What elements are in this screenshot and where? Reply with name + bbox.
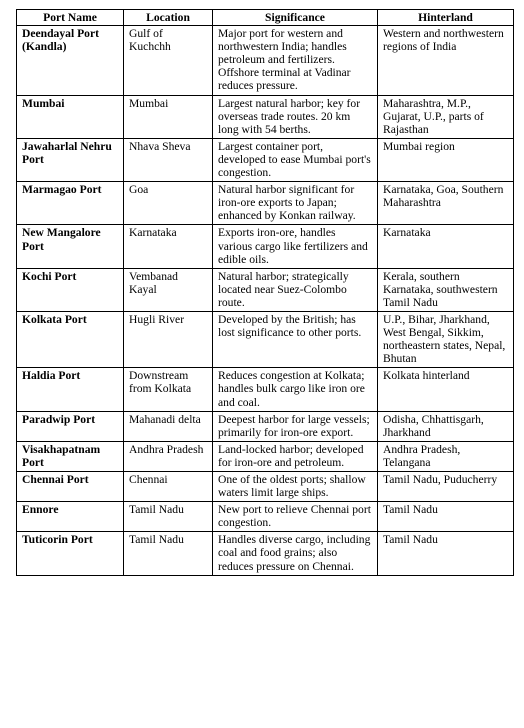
- table-row: [17, 532, 514, 575]
- cell-location: Hugli River: [124, 311, 213, 367]
- cell-hinterland: Odisha, Chhattisgarh, Jharkhand: [378, 411, 514, 441]
- cell-hinterland: Karnataka, Goa, Southern Maharashtra: [378, 182, 514, 225]
- cell-location: Tamil Nadu: [124, 532, 213, 575]
- cell-port-name: Chennai Port: [17, 472, 124, 502]
- table-row: [17, 411, 514, 441]
- cell-port-name: Haldia Port: [17, 368, 124, 411]
- cell-port-name: Kolkata Port: [17, 311, 124, 367]
- cell-hinterland: Tamil Nadu: [378, 532, 514, 575]
- cell-port-name: Paradwip Port: [17, 411, 124, 441]
- table-row: [17, 95, 514, 138]
- cell-significance: Major port for western and northwestern India; handles petroleum and fertilizers. Offshore terminal at Vadinar reduces pressure.: [213, 26, 378, 95]
- cell-hinterland: U.P., Bihar, Jharkhand, West Bengal, Sikkim, northeastern states, Nepal, Bhutan: [378, 311, 514, 367]
- header-location: Location: [124, 10, 213, 26]
- cell-significance: Deepest harbor for large vessels; primarily for iron-ore export.: [213, 411, 378, 441]
- cell-location: Karnataka: [124, 225, 213, 268]
- cell-significance: Natural harbor significant for iron-ore exports to Japan; enhanced by Konkan railway.: [213, 182, 378, 225]
- cell-port-name: Jawaharlal Nehru Port: [17, 138, 124, 181]
- table-row: [17, 311, 514, 367]
- table-body: [17, 26, 514, 576]
- cell-port-name: Kochi Port: [17, 268, 124, 311]
- table-row: [17, 441, 514, 471]
- table-row: [17, 182, 514, 225]
- cell-significance: Exports iron-ore, handles various cargo like fertilizers and edible oils.: [213, 225, 378, 268]
- ports-table: [16, 9, 514, 576]
- cell-hinterland: Western and northwestern regions of India: [378, 26, 514, 95]
- header-significance: Significance: [213, 10, 378, 26]
- table-row: [17, 472, 514, 502]
- header-port-name: Port Name: [17, 10, 124, 26]
- cell-port-name: Deendayal Port (Kandla): [17, 26, 124, 95]
- cell-significance: New port to relieve Chennai port congestion.: [213, 502, 378, 532]
- cell-location: Vembanad Kayal: [124, 268, 213, 311]
- cell-location: Chennai: [124, 472, 213, 502]
- table-row: [17, 26, 514, 95]
- header-row: [17, 10, 514, 26]
- cell-significance: Largest container port, developed to ease Mumbai port's congestion.: [213, 138, 378, 181]
- header-hinterland: Hinterland: [378, 10, 514, 26]
- cell-significance: One of the oldest ports; shallow waters limit large ships.: [213, 472, 378, 502]
- cell-location: Mahanadi delta: [124, 411, 213, 441]
- cell-significance: Reduces congestion at Kolkata; handles bulk cargo like iron ore and coal.: [213, 368, 378, 411]
- cell-location: Andhra Pradesh: [124, 441, 213, 471]
- cell-significance: Largest natural harbor; key for overseas trade routes. 20 km long with 54 berths.: [213, 95, 378, 138]
- cell-hinterland: Kerala, southern Karnataka, southwestern Tamil Nadu: [378, 268, 514, 311]
- table-header: [17, 10, 514, 26]
- cell-location: Downstream from Kolkata: [124, 368, 213, 411]
- cell-hinterland: Kolkata hinterland: [378, 368, 514, 411]
- cell-significance: Natural harbor; strategically located near Suez-Colombo route.: [213, 268, 378, 311]
- cell-port-name: Ennore: [17, 502, 124, 532]
- table-row: [17, 225, 514, 268]
- cell-hinterland: Tamil Nadu: [378, 502, 514, 532]
- table-row: [17, 138, 514, 181]
- cell-hinterland: Tamil Nadu, Puducherry: [378, 472, 514, 502]
- cell-location: Mumbai: [124, 95, 213, 138]
- cell-port-name: Mumbai: [17, 95, 124, 138]
- cell-hinterland: Mumbai region: [378, 138, 514, 181]
- table-row: [17, 502, 514, 532]
- cell-significance: Handles diverse cargo, including coal and food grains; also reduces pressure on Chennai.: [213, 532, 378, 575]
- cell-hinterland: Andhra Pradesh, Telangana: [378, 441, 514, 471]
- cell-port-name: Visakhapatnam Port: [17, 441, 124, 471]
- cell-location: Nhava Sheva: [124, 138, 213, 181]
- cell-location: Goa: [124, 182, 213, 225]
- cell-hinterland: Maharashtra, M.P., Gujarat, U.P., parts of Rajasthan: [378, 95, 514, 138]
- cell-hinterland: Karnataka: [378, 225, 514, 268]
- cell-port-name: Tuticorin Port: [17, 532, 124, 575]
- cell-significance: Land-locked harbor; developed for iron-ore and petroleum.: [213, 441, 378, 471]
- cell-location: Gulf of Kuchchh: [124, 26, 213, 95]
- cell-port-name: Marmagao Port: [17, 182, 124, 225]
- cell-location: Tamil Nadu: [124, 502, 213, 532]
- table-row: [17, 268, 514, 311]
- table-row: [17, 368, 514, 411]
- cell-port-name: New Mangalore Port: [17, 225, 124, 268]
- cell-significance: Developed by the British; has lost significance to other ports.: [213, 311, 378, 367]
